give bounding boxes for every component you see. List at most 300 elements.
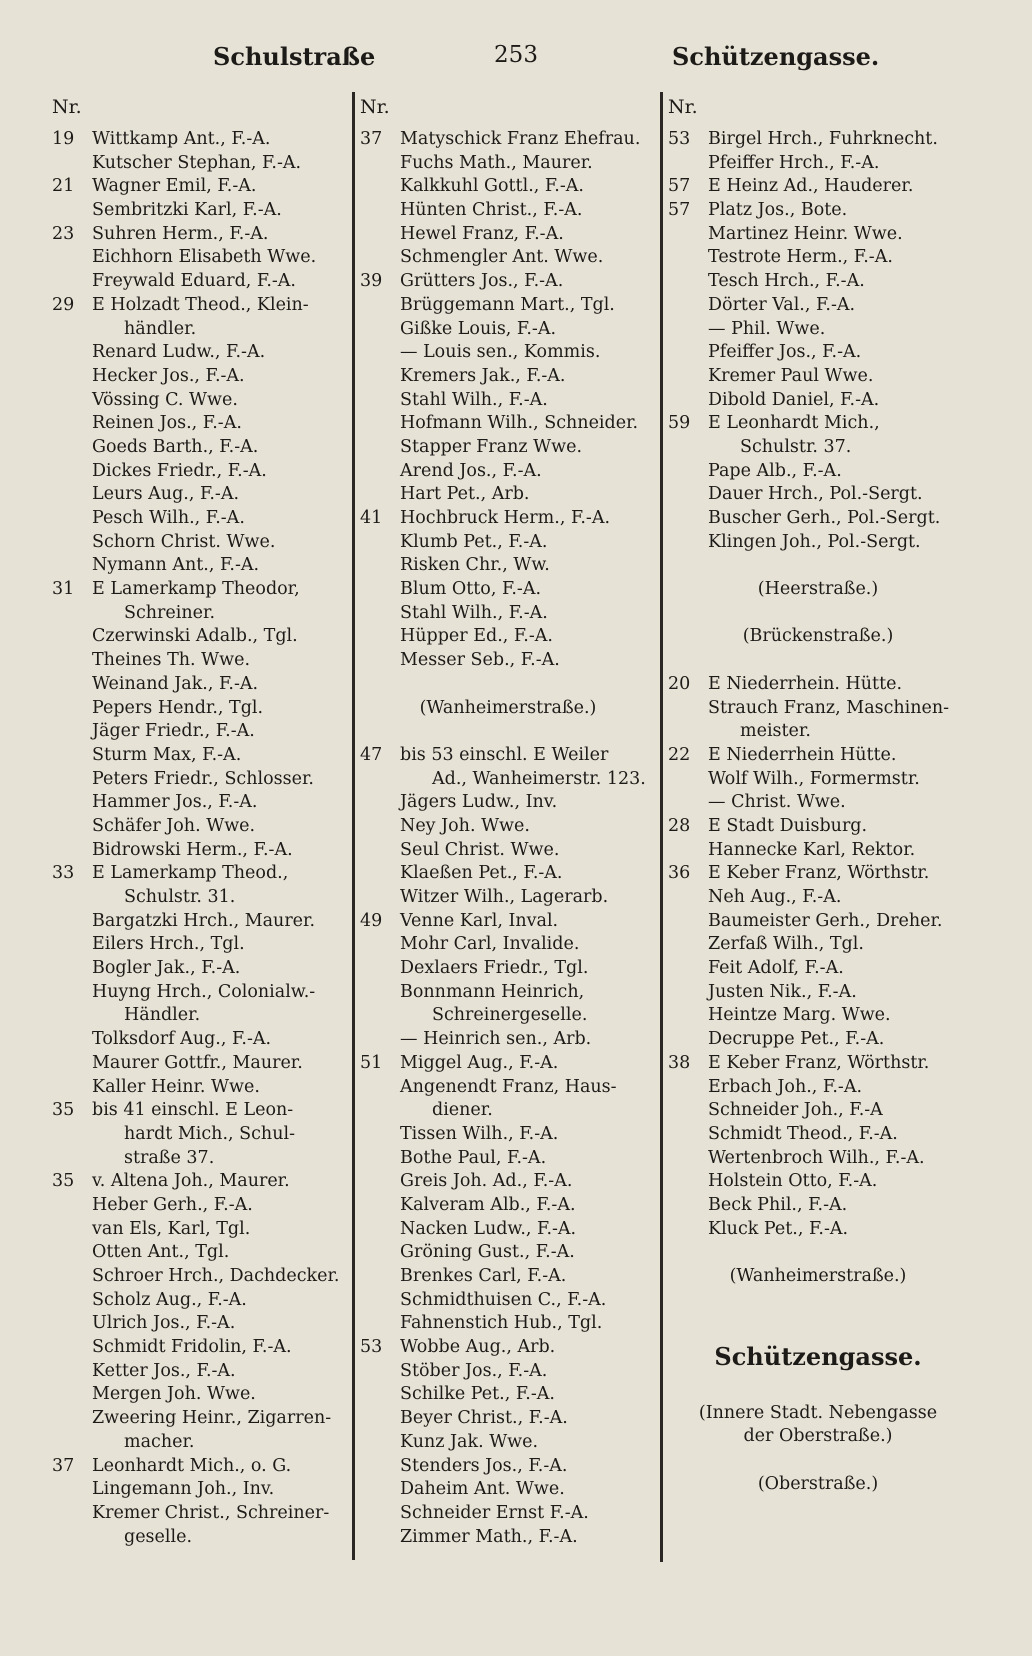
resident-entry: Ulrich Jos., F.-A. (92, 1313, 236, 1334)
resident-entry: — Christ. Wwe. (708, 792, 846, 813)
list-item (668, 673, 968, 697)
list-item (668, 270, 968, 294)
resident-entry: Theines Th. Wwe. (92, 650, 251, 671)
resident-entry: Goeds Barth., F.-A. (92, 436, 259, 457)
resident-entry: Wobbe Aug., Arb. (400, 1337, 556, 1358)
street-note-text: (Innere Stadt. Nebengasse (698, 1402, 938, 1423)
list-item (668, 152, 968, 176)
list-item (52, 1455, 352, 1479)
resident-entry: Hünten Christ., F.-A. (400, 200, 583, 221)
house-number: 36 (668, 863, 691, 884)
resident-entry: Kutscher Stephan, F.-A. (92, 152, 302, 173)
resident-entry: Baumeister Gerh., Dreher. (708, 910, 943, 931)
list-item (52, 152, 352, 176)
list-item (52, 1407, 352, 1431)
list-item (668, 815, 968, 839)
entry-continuation: Schreiner. (124, 602, 216, 623)
list-item (668, 1218, 968, 1242)
list-item (360, 341, 656, 365)
entry-continuation: Schreinergeselle. (432, 1005, 588, 1026)
list-item (360, 1194, 656, 1218)
list-item (52, 1241, 352, 1265)
list-item (668, 460, 968, 484)
resident-entry: Schneider Joh., F.-A (708, 1100, 883, 1121)
list-item (360, 1336, 656, 1360)
list-item (668, 839, 968, 863)
street-note (668, 1473, 968, 1497)
resident-entry: Mergen Joh. Wwe. (92, 1384, 256, 1405)
resident-entry: Freywald Eduard, F.-A. (92, 271, 296, 292)
list-item (360, 815, 656, 839)
list-item (360, 1052, 656, 1076)
resident-entry: E Keber Franz, Wörthstr. (708, 1052, 930, 1073)
list-item (360, 436, 656, 460)
spacer (668, 1378, 968, 1402)
list-item (52, 507, 352, 531)
list-item (360, 483, 656, 507)
list-item (360, 886, 656, 910)
list-item (52, 318, 352, 342)
list-item (668, 697, 968, 721)
resident-entry: Reinen Jos., F.-A. (92, 413, 242, 434)
spacer (360, 673, 656, 697)
resident-entry: Schneider Ernst F.-A. (400, 1502, 589, 1523)
resident-entry: Eichhorn Elisabeth Wwe. (92, 247, 317, 268)
resident-entry: Decruppe Pet., F.-A. (708, 1029, 885, 1050)
resident-entry: Scholz Aug., F.-A. (92, 1289, 247, 1310)
resident-entry: Sturm Max, F.-A. (92, 744, 242, 765)
resident-entry: E Lamerkamp Theodor, (92, 579, 300, 600)
street-note-text: (Wanheimerstraße.) (419, 697, 597, 718)
resident-entry: Messer Seb., F.-A. (400, 650, 560, 671)
list-item (52, 246, 352, 270)
resident-entry: Pape Alb., F.-A. (708, 460, 842, 481)
resident-entry: Seul Christ. Wwe. (400, 839, 560, 860)
list-item (360, 223, 656, 247)
resident-entry: Wagner Emil, F.-A. (92, 176, 257, 197)
list-item (668, 246, 968, 270)
house-number: 57 (668, 176, 691, 197)
resident-entry: Grütters Jos., F.-A. (400, 271, 564, 292)
list-item (360, 1076, 656, 1100)
street-note-text: (Wanheimerstraße.) (729, 1266, 907, 1286)
house-number: 23 (52, 223, 75, 244)
resident-entry: Wittkamp Ant., F.-A. (92, 129, 271, 149)
resident-entry: Fuchs Math., Maurer. (400, 152, 593, 173)
resident-entry: E Keber Franz, Wörthstr. (708, 863, 930, 884)
column-2 (360, 94, 656, 1549)
house-number: 31 (52, 579, 75, 600)
house-number: 20 (668, 673, 691, 694)
house-number: 37 (52, 1455, 75, 1476)
list-item (52, 744, 352, 768)
list-item (360, 365, 656, 389)
list-item (668, 223, 968, 247)
resident-entry: Heintze Marg. Wwe. (708, 1005, 891, 1026)
page-number: 253 (494, 42, 538, 68)
list-item (668, 1099, 968, 1123)
entry-continuation: Händler. (124, 1005, 201, 1026)
resident-entry: Matyschick Franz Ehefrau. (400, 129, 641, 149)
house-number: 39 (360, 271, 383, 292)
resident-entry: Lingemann Joh., Inv. (92, 1479, 275, 1500)
list-item (668, 981, 968, 1005)
resident-entry: Vössing C. Wwe. (92, 389, 238, 410)
resident-entry: Greis Joh. Ad., F.-A. (400, 1171, 573, 1192)
spacer (668, 1289, 968, 1313)
column-3 (668, 94, 968, 1497)
list-item (360, 460, 656, 484)
list-item (360, 1147, 656, 1171)
entry-continuation: händler. (124, 318, 197, 339)
list-item (52, 1099, 352, 1123)
list-item (52, 1170, 352, 1194)
entry-continuation: Ad., Wanheimerstr. 123. (432, 768, 646, 789)
list-item (52, 389, 352, 413)
resident-entry: Brüggemann Mart., Tgl. (400, 294, 615, 315)
house-number: 57 (668, 200, 691, 221)
list-item (52, 1478, 352, 1502)
resident-entry: E Holzadt Theod., Klein- (92, 294, 309, 315)
list-item (360, 839, 656, 863)
street-note-text: der Oberstraße.) (743, 1426, 893, 1447)
list-item (52, 270, 352, 294)
resident-entry: Stöber Jos., F.-A. (400, 1360, 548, 1381)
entry-continuation: Schulstr. 31. (124, 887, 236, 907)
list-item (668, 1028, 968, 1052)
list-item (52, 460, 352, 484)
resident-entry: Huyng Hrch., Colonialw.- (92, 981, 316, 1002)
resident-entry: Neh Aug., F.-A. (708, 887, 842, 907)
list-item (52, 1218, 352, 1242)
list-item (52, 957, 352, 981)
resident-entry: Schmidt Fridolin, F.-A. (92, 1337, 292, 1358)
resident-entry: Kremer Christ., Schreiner- (92, 1502, 330, 1523)
street-note-text: (Heerstraße.) (757, 579, 879, 600)
house-number: 29 (52, 294, 75, 315)
list-item (52, 1147, 352, 1171)
resident-entry: Gißke Louis, F.-A. (400, 318, 557, 339)
list-item (360, 910, 656, 934)
list-item (52, 839, 352, 863)
resident-entry: Dauer Hrch., Pol.-Sergt. (708, 484, 923, 505)
list-item (52, 1052, 352, 1076)
list-item (52, 1526, 352, 1550)
resident-entry: Mohr Carl, Invalide. (400, 934, 580, 955)
list-item (360, 531, 656, 555)
resident-entry: Stahl Wilh., F.-A. (400, 389, 548, 410)
resident-entry: Feit Adolf, F.-A. (708, 958, 844, 979)
resident-entry: Heber Gerh., F.-A. (92, 1194, 253, 1215)
list-item (52, 649, 352, 673)
entry-continuation: meister. (740, 721, 811, 742)
list-item (360, 1383, 656, 1407)
resident-entry: Hewel Franz, F.-A. (400, 223, 564, 244)
resident-entry: Witzer Wilh., Lagerarb. (400, 887, 609, 907)
list-item (668, 341, 968, 365)
resident-entry: Gröning Gust., F.-A. (400, 1242, 575, 1263)
spacer (668, 649, 968, 673)
resident-entry: E Stadt Duisburg. (708, 815, 868, 836)
resident-entry: Nymann Ant., F.-A. (92, 555, 260, 576)
house-number: 37 (360, 129, 383, 149)
spacer (668, 1312, 968, 1336)
house-number: 51 (360, 1052, 383, 1073)
list-item (360, 602, 656, 626)
resident-entry: Hüpper Ed., F.-A. (400, 626, 553, 647)
resident-entry: Venne Karl, Inval. (400, 910, 559, 931)
list-item (52, 1265, 352, 1289)
resident-entry: Czerwinski Adalb., Tgl. (92, 626, 298, 647)
list-item (668, 365, 968, 389)
list-item (52, 720, 352, 744)
resident-entry: Blum Otto, F.-A. (400, 579, 542, 600)
resident-entry: Leurs Aug., F.-A. (92, 484, 240, 505)
resident-entry: Schäfer Joh. Wwe. (92, 815, 256, 836)
list-item (52, 1431, 352, 1455)
resident-entry: Schmidt Theod., F.-A. (708, 1123, 898, 1144)
list-item (52, 602, 352, 626)
resident-entry: — Louis sen., Kommis. (400, 342, 601, 363)
resident-entry: Eilers Hrch., Tgl. (92, 934, 245, 955)
resident-entry: Kunz Jak. Wwe. (400, 1431, 539, 1452)
resident-entry: Bargatzki Hrch., Maurer. (92, 910, 316, 931)
list-item (360, 246, 656, 270)
list-item (360, 152, 656, 176)
resident-entry: Tissen Wilh., F.-A. (400, 1123, 559, 1144)
list-item (668, 412, 968, 436)
list-item (52, 791, 352, 815)
list-item (52, 341, 352, 365)
list-item (52, 175, 352, 199)
house-number: 53 (360, 1337, 383, 1358)
house-number: 19 (52, 129, 75, 149)
list-item (52, 294, 352, 318)
resident-entry: Kalkkuhl Gottl., F.-A. (400, 176, 584, 197)
list-item (668, 862, 968, 886)
list-item (360, 744, 656, 768)
list-item (360, 199, 656, 223)
list-item (668, 768, 968, 792)
list-item (52, 1123, 352, 1147)
resident-entry: Stapper Franz Wwe. (400, 436, 583, 457)
list-item (360, 1123, 656, 1147)
list-item (360, 1455, 656, 1479)
resident-entry: Kaller Heinr. Wwe. (92, 1076, 260, 1097)
section-title: Schützengasse. (714, 1342, 922, 1372)
list-item (52, 199, 352, 223)
resident-entry: Otten Ant., Tgl. (92, 1242, 230, 1263)
list-item (668, 389, 968, 413)
list-item (360, 1526, 656, 1550)
resident-entry: Holstein Otto, F.-A. (708, 1171, 878, 1192)
resident-entry: Bidrowski Herm., F.-A. (92, 839, 293, 860)
resident-entry: Hannecke Karl, Rektor. (708, 839, 916, 860)
entry-continuation: Schulstr. 37. (740, 436, 852, 457)
column-1 (52, 94, 352, 1549)
resident-entry: Ney Joh. Wwe. (400, 815, 530, 836)
resident-entry: Weinand Jak., F.-A. (92, 673, 259, 694)
entry-continuation: hardt Mich., Schul- (124, 1123, 295, 1144)
list-item (52, 365, 352, 389)
resident-entry: Nacken Ludw., F.-A. (400, 1218, 577, 1239)
running-head-left: Schulstraße (213, 42, 376, 71)
entry-continuation: diener. (432, 1100, 493, 1121)
list-item (52, 815, 352, 839)
list-item (668, 1076, 968, 1100)
resident-entry: Leonhardt Mich., o. G. (92, 1455, 292, 1476)
resident-entry: Testrote Herm., F.-A. (708, 247, 893, 268)
list-item (52, 554, 352, 578)
resident-entry: Schmengler Ant. Wwe. (400, 247, 604, 268)
list-item (668, 531, 968, 555)
street-note-text: (Oberstraße.) (757, 1473, 879, 1494)
list-item (52, 1289, 352, 1313)
resident-entry: Hart Pet., Arb. (400, 484, 530, 505)
list-item (52, 697, 352, 721)
entry-continuation: geselle. (124, 1526, 193, 1547)
list-item (668, 1052, 968, 1076)
resident-entry: Hecker Jos., F.-A. (92, 365, 245, 386)
resident-entry: Hochbruck Herm., F.-A. (400, 508, 611, 528)
list-item (360, 862, 656, 886)
resident-entry: Beck Phil., F.-A. (708, 1194, 848, 1215)
list-item (52, 981, 352, 1005)
list-item (52, 128, 352, 152)
list-item (360, 957, 656, 981)
list-item (668, 957, 968, 981)
resident-entry: Jägers Ludw., Inv. (400, 792, 558, 813)
resident-entry: Bonnmann Heinrich, (400, 981, 585, 1002)
resident-entry: E Niederrhein. Hütte. (708, 673, 903, 694)
list-item (360, 554, 656, 578)
resident-entry: Bothe Paul, F.-A. (400, 1147, 547, 1168)
list-item (360, 507, 656, 531)
list-item (668, 791, 968, 815)
spacer (360, 720, 656, 744)
resident-entry: — Phil. Wwe. (708, 318, 826, 339)
list-item (360, 981, 656, 1005)
resident-entry: Hammer Jos., F.-A. (92, 792, 258, 813)
house-number: 53 (668, 129, 691, 149)
list-item (668, 886, 968, 910)
list-item (52, 886, 352, 910)
resident-entry: Klingen Joh., Pol.-Sergt. (708, 531, 921, 552)
resident-entry: Hofmann Wilh., Schneider. (400, 413, 639, 434)
column-rule (660, 92, 663, 1562)
list-item (52, 531, 352, 555)
resident-entry: Pfeiffer Hrch., F.-A. (708, 152, 880, 173)
house-number: 49 (360, 910, 383, 931)
entry-continuation: straße 37. (124, 1147, 215, 1168)
list-item (52, 223, 352, 247)
resident-entry: van Els, Karl, Tgl. (92, 1218, 251, 1239)
spacer (668, 1449, 968, 1473)
resident-entry: Peters Friedr., Schlosser. (92, 768, 314, 789)
list-item (360, 1241, 656, 1265)
street-note (668, 578, 968, 602)
resident-entry: Kalveram Alb., F.-A. (400, 1194, 576, 1215)
resident-entry: Brenkes Carl, F.-A. (400, 1266, 567, 1286)
resident-entry: E Leonhardt Mich., (708, 413, 880, 434)
list-item (668, 1123, 968, 1147)
resident-entry: Maurer Gottfr., Maurer. (92, 1052, 303, 1073)
list-item (52, 933, 352, 957)
list-item (360, 1028, 656, 1052)
resident-entry: Dexlaers Friedr., Tgl. (400, 958, 589, 979)
list-item (52, 862, 352, 886)
number-column-label: Nr. (360, 96, 390, 118)
resident-entry: Kremer Paul Wwe. (708, 365, 874, 386)
list-item (360, 412, 656, 436)
list-item (360, 1289, 656, 1313)
list-item (360, 1312, 656, 1336)
spacer (668, 602, 968, 626)
list-item (360, 389, 656, 413)
resident-entry: Stenders Jos., F.-A. (400, 1455, 568, 1476)
list-item (360, 1170, 656, 1194)
list-item (668, 199, 968, 223)
resident-entry: Zerfaß Wilh., Tgl. (708, 934, 864, 955)
house-number: 35 (52, 1171, 75, 1192)
resident-entry: Dibold Daniel, F.-A. (708, 389, 880, 410)
street-note (668, 1425, 968, 1449)
resident-entry: Martinez Heinr. Wwe. (708, 223, 903, 244)
resident-entry: Platz Jos., Bote. (708, 200, 848, 221)
resident-entry: Arend Jos., F.-A. (400, 460, 542, 481)
resident-entry: Pesch Wilh., F.-A. (92, 508, 245, 528)
list-item (360, 1407, 656, 1431)
house-number: 35 (52, 1100, 75, 1121)
resident-entry: Justen Nik., F.-A. (708, 981, 857, 1002)
list-item (360, 791, 656, 815)
list-item (360, 1478, 656, 1502)
resident-entry: Schroer Hrch., Dachdecker. (92, 1266, 340, 1286)
list-item (360, 1360, 656, 1384)
list-item (52, 910, 352, 934)
list-item (52, 436, 352, 460)
list-item (360, 1502, 656, 1526)
column-rule (352, 92, 355, 1560)
resident-entry: v. Altena Joh., Maurer. (92, 1171, 290, 1192)
list-item (52, 578, 352, 602)
house-number: 47 (360, 744, 383, 765)
list-item (668, 1147, 968, 1171)
resident-entry: Jäger Friedr., F.-A. (92, 721, 255, 742)
spacer (668, 1241, 968, 1265)
list-item (52, 412, 352, 436)
resident-entry: Risken Chr., Ww. (400, 555, 550, 576)
street-note (668, 1265, 968, 1289)
resident-entry: Renard Ludw., F.-A. (92, 342, 266, 363)
list-item (52, 673, 352, 697)
list-item (360, 933, 656, 957)
resident-entry: Beyer Christ., F.-A. (400, 1408, 568, 1429)
resident-entry: Schmidthuisen C., F.-A. (400, 1289, 607, 1310)
list-item (360, 1099, 656, 1123)
resident-entry: E Lamerkamp Theod., (92, 863, 289, 884)
list-item (668, 175, 968, 199)
house-number: 22 (668, 744, 691, 765)
list-item (52, 1360, 352, 1384)
list-item (668, 933, 968, 957)
list-item (360, 1265, 656, 1289)
resident-entry: Wolf Wilh., Formermstr. (708, 768, 920, 789)
resident-entry: Schorn Christ. Wwe. (92, 531, 276, 552)
resident-entry: Zimmer Math., F.-A. (400, 1526, 578, 1547)
street-note (668, 1402, 968, 1426)
resident-entry: Tesch Hrch., F.-A. (708, 271, 865, 292)
